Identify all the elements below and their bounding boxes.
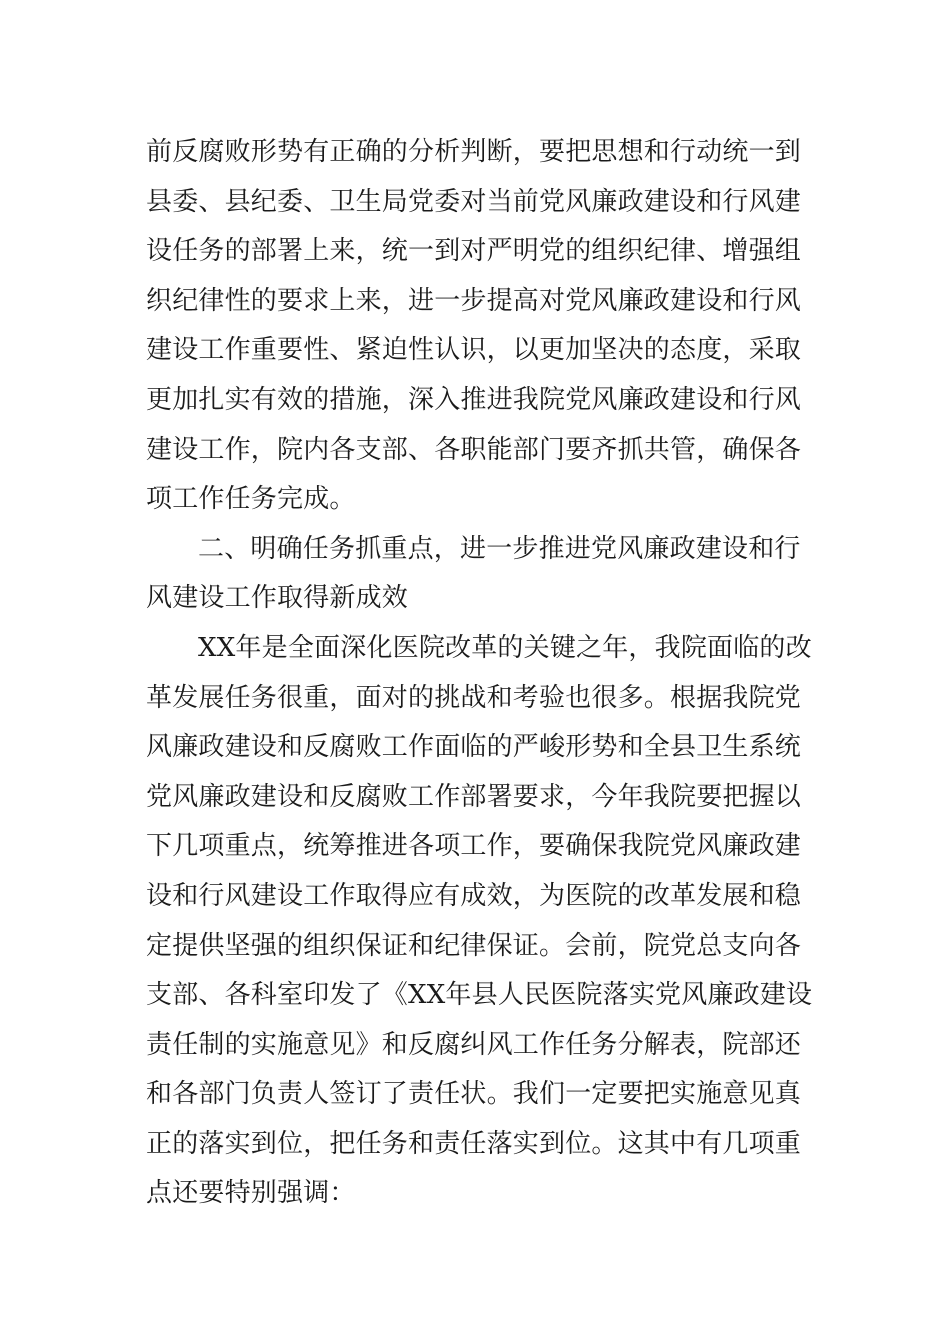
text-line: 正的落实到位，把任务和责任落实到位。这其中有几项重 [146, 1128, 802, 1159]
text-line: 建设工作重要性、紧迫性认识，以更加坚决的态度，采取 [146, 335, 802, 366]
paragraph-start: XX年是全面深化医院改革的关键之年，我院面临的改 [198, 632, 812, 663]
document-body [146, 128, 813, 1219]
text-line: 党风廉政建设和反腐败工作部署要求，今年我院要把握以 [146, 781, 802, 812]
text-line: 县委、县纪委、卫生局党委对当前党风廉政建设和行风建 [146, 186, 802, 217]
text-line: 点还要特别强调： [146, 1178, 356, 1209]
text-line: 下几项重点，统筹推进各项工作，要确保我院党风廉政建 [146, 831, 802, 862]
text-line: 建设工作，院内各支部、各职能部门要齐抓共管，确保各 [146, 434, 802, 465]
text-line: 和各部门负责人签订了责任状。我们一定要把实施意见真 [146, 1079, 802, 1110]
section-heading: 二、明确任务抓重点，进一步推进党风廉政建设和行 [198, 533, 801, 564]
text-line: 设和行风建设工作取得应有成效，为医院的改革发展和稳 [146, 880, 802, 911]
text-line: 前反腐败形势有正确的分析判断，要把思想和行动统一到 [146, 137, 802, 167]
text-line: 革发展任务很重，面对的挑战和考验也很多。根据我院党 [146, 682, 802, 713]
text-line: 支部、各科室印发了《XX年县人民医院落实党风廉政建设 [146, 980, 813, 1011]
text-line: 更加扎实有效的措施，深入推进我院党风廉政建设和行风 [146, 384, 802, 415]
text-line: 风廉政建设和反腐败工作面临的严峻形势和全县卫生系统 [146, 732, 802, 763]
text-line: 织纪律性的要求上来，进一步提高对党风廉政建设和行风 [146, 285, 802, 316]
section-heading-continuation: 风建设工作取得新成效 [146, 583, 409, 614]
text-line: 责任制的实施意见》和反腐纠风工作任务分解表，院部还 [146, 1029, 802, 1060]
text-line: 定提供坚强的组织保证和纪律保证。会前，院党总支向各 [146, 930, 802, 961]
text-line: 设任务的部署上来，统一到对严明党的组织纪律、增强组 [146, 236, 802, 267]
text-line: 项工作任务完成。 [146, 484, 356, 515]
